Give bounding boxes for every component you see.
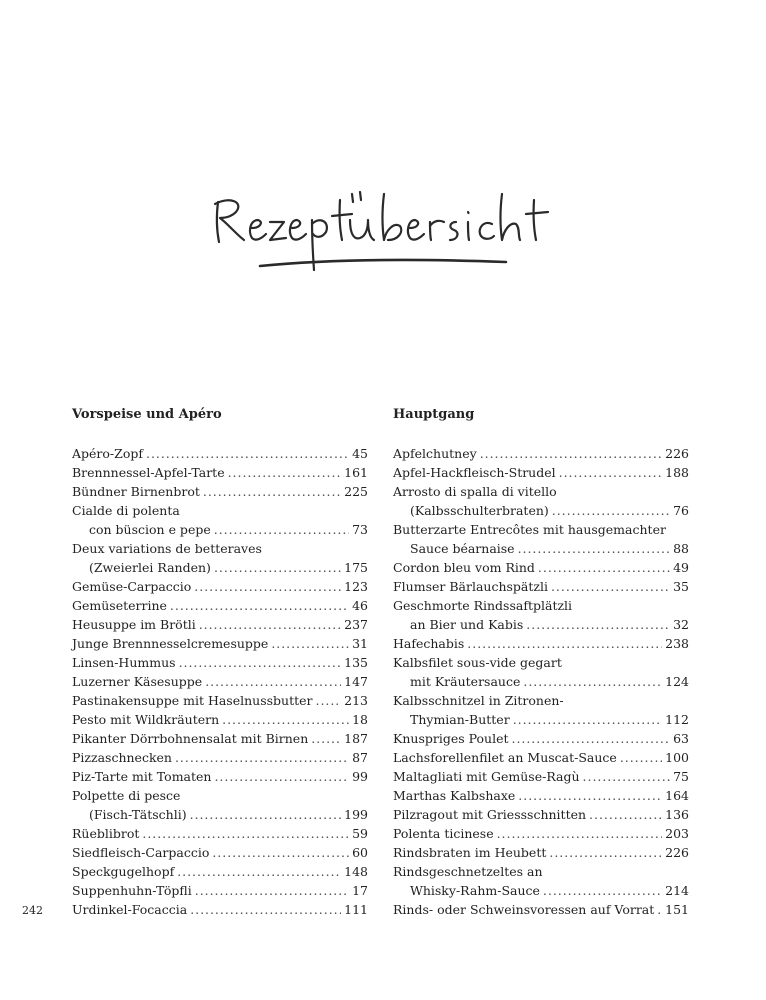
toc-entry bbox=[72, 501, 368, 539]
toc-entry bbox=[72, 843, 368, 862]
dot-leader bbox=[552, 501, 670, 520]
toc-entry bbox=[72, 482, 368, 501]
recipe-name: Polenta ticinese bbox=[393, 826, 494, 841]
page-ref: 45 bbox=[352, 446, 368, 461]
recipe-name: Hafechabis bbox=[393, 636, 465, 651]
recipe-name: Pikanter Dörrbohnensalat mit Birnen bbox=[72, 731, 309, 746]
page-ref: 49 bbox=[673, 560, 689, 575]
recipe-column-mains bbox=[393, 405, 689, 919]
page-ref: 213 bbox=[344, 693, 368, 708]
toc-entry bbox=[393, 900, 689, 919]
section-heading: Vorspeise und Apéro bbox=[72, 407, 222, 422]
recipe-name: Arrosto di spalla di vitello bbox=[393, 484, 557, 499]
dot-leader bbox=[222, 710, 349, 729]
page-ref: 75 bbox=[673, 769, 689, 784]
dot-leader bbox=[205, 672, 341, 691]
recipe-name: Rinds- oder Schweinsvoressen auf Vorrat bbox=[393, 902, 655, 917]
page-ref: 88 bbox=[673, 541, 689, 556]
toc-entry bbox=[72, 729, 368, 748]
toc-entry bbox=[393, 634, 689, 653]
recipe-name: (Fisch-Tätschli) bbox=[89, 807, 187, 822]
dot-leader bbox=[480, 444, 662, 463]
recipe-name: Kalbsfilet sous-vide gegart bbox=[393, 655, 562, 670]
recipe-name: Cialde di polenta bbox=[72, 503, 180, 518]
page-ref: 148 bbox=[344, 864, 368, 879]
toc-entry bbox=[393, 463, 689, 482]
dot-leader bbox=[170, 596, 349, 615]
dot-leader bbox=[513, 710, 662, 729]
toc-entry bbox=[393, 729, 689, 748]
recipe-name: Thymian-Butter bbox=[410, 712, 510, 727]
toc-entry bbox=[393, 520, 689, 558]
dot-leader bbox=[311, 729, 341, 748]
toc-entry bbox=[393, 805, 689, 824]
recipe-name: Bündner Birnenbrot bbox=[72, 484, 200, 499]
toc-entry bbox=[72, 767, 368, 786]
recipe-name: Urdinkel-Focaccia bbox=[72, 902, 188, 917]
toc-entry bbox=[72, 615, 368, 634]
dot-leader bbox=[549, 843, 662, 862]
page-ref: 35 bbox=[673, 579, 689, 594]
page-ref: 226 bbox=[665, 845, 689, 860]
toc-entry bbox=[72, 577, 368, 596]
recipe-name: Brennnessel-Apfel-Tarte bbox=[72, 465, 225, 480]
toc-entry bbox=[393, 482, 689, 520]
page-ref: 135 bbox=[344, 655, 368, 670]
page-ref: 76 bbox=[673, 503, 689, 518]
dot-leader bbox=[620, 748, 662, 767]
recipe-name: Linsen-Hummus bbox=[72, 655, 176, 670]
page-ref: 100 bbox=[665, 750, 689, 765]
recipe-name: Deux variations de betteraves bbox=[72, 541, 262, 556]
dot-leader bbox=[194, 577, 341, 596]
page-ref: 123 bbox=[344, 579, 368, 594]
page-ref: 99 bbox=[352, 769, 368, 784]
dot-leader bbox=[190, 900, 341, 919]
dot-leader bbox=[190, 805, 342, 824]
recipe-name: Sauce béarnaise bbox=[410, 541, 515, 556]
toc-entry bbox=[72, 672, 368, 691]
toc-entry bbox=[72, 634, 368, 653]
page-ref: 238 bbox=[665, 636, 689, 651]
recipe-name: mit Kräutersauce bbox=[410, 674, 521, 689]
recipe-column-starters bbox=[72, 405, 368, 919]
dot-leader bbox=[195, 881, 349, 900]
dot-leader bbox=[228, 463, 342, 482]
section-heading: Hauptgang bbox=[393, 407, 475, 422]
recipe-name: Pilzragout mit Griessschnitten bbox=[393, 807, 587, 822]
page-ref: 112 bbox=[665, 712, 689, 727]
page-ref: 87 bbox=[352, 750, 368, 765]
page-ref: 63 bbox=[673, 731, 689, 746]
dot-leader bbox=[142, 824, 349, 843]
recipe-name: an Bier und Kabis bbox=[410, 617, 524, 632]
dot-leader bbox=[316, 691, 342, 710]
page-ref: 136 bbox=[665, 807, 689, 822]
toc-entry bbox=[393, 843, 689, 862]
dot-leader bbox=[551, 577, 670, 596]
dot-leader bbox=[523, 672, 662, 691]
title-underline bbox=[260, 260, 506, 266]
toc-entry bbox=[72, 539, 368, 577]
toc-entry bbox=[393, 824, 689, 843]
toc-entry bbox=[393, 691, 689, 729]
recipe-name: Junge Brennnesselcremesuppe bbox=[72, 636, 269, 651]
recipe-name: (Zweierlei Randen) bbox=[89, 560, 211, 575]
toc-entry bbox=[393, 653, 689, 691]
toc-entry bbox=[72, 444, 368, 463]
page-number: 242 bbox=[22, 904, 43, 917]
page-ref: 111 bbox=[344, 902, 368, 917]
dot-leader bbox=[657, 900, 662, 919]
toc-entry bbox=[72, 824, 368, 843]
toc-entry bbox=[72, 463, 368, 482]
recipe-name: Apfel-Hackfleisch-Strudel bbox=[393, 465, 556, 480]
handwritten-title-art bbox=[200, 180, 570, 280]
page-ref: 214 bbox=[665, 883, 689, 898]
recipe-name: Speckgugelhopf bbox=[72, 864, 175, 879]
dot-leader bbox=[512, 729, 671, 748]
toc-entry bbox=[393, 577, 689, 596]
recipe-name: Flumser Bärlauchspätzli bbox=[393, 579, 548, 594]
dot-leader bbox=[214, 520, 349, 539]
toc-entry bbox=[393, 558, 689, 577]
recipe-name: Pastinakensuppe mit Haselnussbutter bbox=[72, 693, 313, 708]
page-ref: 31 bbox=[352, 636, 368, 651]
dot-leader bbox=[271, 634, 349, 653]
page-ref: 147 bbox=[344, 674, 368, 689]
page-ref: 226 bbox=[665, 446, 689, 461]
recipe-name: Apfelchutney bbox=[393, 446, 477, 461]
dot-leader bbox=[214, 558, 341, 577]
recipe-name: Pesto mit Wildkräutern bbox=[72, 712, 220, 727]
recipe-name: Heusuppe im Brötli bbox=[72, 617, 196, 632]
page-ref: 46 bbox=[352, 598, 368, 613]
dot-leader bbox=[203, 482, 341, 501]
toc-entry bbox=[72, 900, 368, 919]
recipe-name: Polpette di pesce bbox=[72, 788, 181, 803]
page-ref: 203 bbox=[665, 826, 689, 841]
page-ref: 17 bbox=[352, 883, 368, 898]
page-ref: 32 bbox=[673, 617, 689, 632]
page-ref: 151 bbox=[665, 902, 689, 917]
dot-leader bbox=[543, 881, 662, 900]
dot-leader bbox=[589, 805, 662, 824]
page-ref: 161 bbox=[344, 465, 368, 480]
page-ref: 73 bbox=[352, 522, 368, 537]
page-ref: 188 bbox=[665, 465, 689, 480]
recipe-name: Marthas Kalbshaxe bbox=[393, 788, 516, 803]
recipe-name: Gemüse-Carpaccio bbox=[72, 579, 192, 594]
recipe-name: Whisky-Rahm-Sauce bbox=[410, 883, 540, 898]
recipe-name: Apéro-Zopf bbox=[72, 446, 143, 461]
dot-leader bbox=[146, 444, 349, 463]
recipe-name: Suppenhuhn-Töpfli bbox=[72, 883, 192, 898]
toc-entry bbox=[393, 748, 689, 767]
page-title bbox=[200, 180, 570, 280]
page-ref: 225 bbox=[344, 484, 368, 499]
page-ref: 164 bbox=[665, 788, 689, 803]
toc-entry bbox=[72, 862, 368, 881]
recipe-name: (Kalbsschulterbraten) bbox=[410, 503, 549, 518]
toc-entry bbox=[393, 862, 689, 900]
page-ref: 60 bbox=[352, 845, 368, 860]
dot-leader bbox=[179, 653, 342, 672]
toc-entry bbox=[393, 786, 689, 805]
toc-entry bbox=[72, 881, 368, 900]
dot-leader bbox=[538, 558, 670, 577]
dot-leader bbox=[467, 634, 662, 653]
page-ref: 175 bbox=[344, 560, 368, 575]
recipe-name: Rindsgeschnetzeltes an bbox=[393, 864, 543, 879]
dot-leader bbox=[177, 862, 341, 881]
dot-leader bbox=[212, 843, 349, 862]
page-ref: 199 bbox=[344, 807, 368, 822]
recipe-name: Pizzaschnecken bbox=[72, 750, 172, 765]
toc-entry bbox=[72, 748, 368, 767]
toc-entry bbox=[72, 786, 368, 824]
dot-leader bbox=[518, 786, 662, 805]
dot-leader bbox=[199, 615, 341, 634]
recipe-name: Maltagliati mit Gemüse-Ragù bbox=[393, 769, 580, 784]
page-ref: 59 bbox=[352, 826, 368, 841]
page-ref: 237 bbox=[344, 617, 368, 632]
dot-leader bbox=[583, 767, 671, 786]
toc-entry bbox=[72, 691, 368, 710]
dot-leader bbox=[526, 615, 670, 634]
toc-entry bbox=[72, 596, 368, 615]
recipe-name: Piz-Tarte mit Tomaten bbox=[72, 769, 212, 784]
dot-leader bbox=[214, 767, 349, 786]
toc-entry bbox=[393, 444, 689, 463]
recipe-name: con büscion e pepe bbox=[89, 522, 211, 537]
recipe-name: Gemüseterrine bbox=[72, 598, 167, 613]
toc-entry bbox=[72, 710, 368, 729]
dot-leader bbox=[518, 539, 671, 558]
dot-leader bbox=[497, 824, 663, 843]
toc-entry bbox=[72, 653, 368, 672]
recipe-name: Rindsbraten im Heubett bbox=[393, 845, 547, 860]
page-ref: 124 bbox=[665, 674, 689, 689]
recipe-name: Butterzarte Entrecôtes mit hausgemachter bbox=[393, 522, 666, 537]
recipe-name: Siedfleisch-Carpaccio bbox=[72, 845, 210, 860]
dot-leader bbox=[559, 463, 663, 482]
page-ref: 18 bbox=[352, 712, 368, 727]
recipe-name: Luzerner Käsesuppe bbox=[72, 674, 203, 689]
recipe-name: Geschmorte Rindssaftplätzli bbox=[393, 598, 573, 613]
recipe-name: Kalbsschnitzel in Zitronen- bbox=[393, 693, 564, 708]
recipe-name: Knuspriges Poulet bbox=[393, 731, 509, 746]
dot-leader bbox=[175, 748, 349, 767]
recipe-name: Cordon bleu vom Rind bbox=[393, 560, 535, 575]
toc-entry bbox=[393, 596, 689, 634]
page-ref: 187 bbox=[344, 731, 368, 746]
recipe-name: Rüeblibrot bbox=[72, 826, 140, 841]
recipe-name: Lachsforellenfilet an Muscat-Sauce bbox=[393, 750, 617, 765]
toc-entry bbox=[393, 767, 689, 786]
